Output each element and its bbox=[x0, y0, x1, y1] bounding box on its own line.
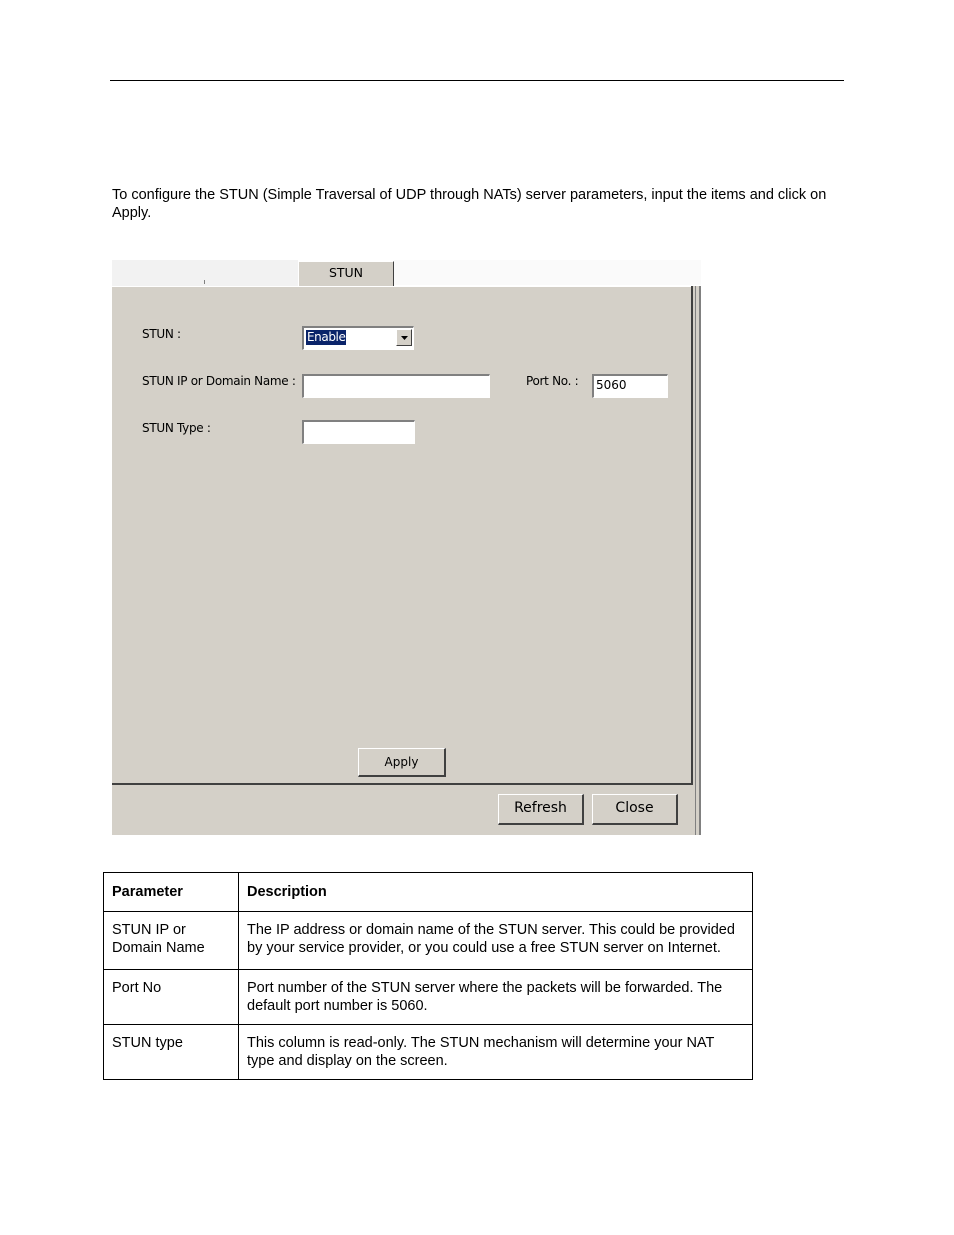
column-header: Parameter bbox=[104, 873, 239, 912]
port-label: Port No. : bbox=[526, 374, 579, 388]
tab-stun[interactable]: STUN bbox=[298, 261, 394, 287]
tab-previous[interactable] bbox=[112, 260, 298, 287]
apply-button[interactable]: Apply bbox=[358, 748, 446, 777]
table-row bbox=[104, 1025, 753, 1080]
desc-cell: This column is read-only. The STUN mechanism will determine your NAT type and display on the screen. bbox=[239, 1025, 753, 1080]
table-row bbox=[104, 970, 753, 1025]
tab-strip bbox=[112, 260, 701, 286]
desc-cell: Port number of the STUN server where the packets will be forwarded. The default port number is 5060. bbox=[239, 970, 753, 1025]
stun-type-field bbox=[302, 420, 415, 444]
intro-text: To configure the STUN (Simple Traversal of UDP through NATs) server parameters, input the items and click on Apply. bbox=[112, 187, 827, 221]
table-row bbox=[104, 912, 753, 970]
param-cell: STUN IP or Domain Name bbox=[104, 912, 239, 970]
column-header: Description bbox=[239, 873, 753, 912]
param-cell: STUN type bbox=[104, 1025, 239, 1080]
table-header-row bbox=[104, 873, 753, 912]
close-button[interactable]: Close bbox=[592, 794, 678, 825]
stun-label: STUN : bbox=[142, 327, 181, 341]
parameter-table bbox=[103, 872, 753, 1080]
stun-type-label: STUN Type : bbox=[142, 421, 211, 435]
stun-ip-label: STUN IP or Domain Name : bbox=[142, 374, 296, 388]
header-rule bbox=[110, 80, 844, 81]
stun-settings-pane bbox=[112, 286, 693, 785]
chevron-down-icon[interactable] bbox=[396, 329, 412, 346]
refresh-button[interactable]: Refresh bbox=[498, 794, 584, 825]
stun-ip-input[interactable] bbox=[302, 374, 490, 398]
stun-select[interactable] bbox=[302, 326, 414, 350]
port-input[interactable]: 5060 bbox=[592, 374, 668, 398]
stun-dialog-screenshot bbox=[112, 260, 701, 835]
param-cell: Port No bbox=[104, 970, 239, 1025]
stun-select-value: Enable bbox=[307, 330, 346, 344]
desc-cell: The IP address or domain name of the STUN server. This could be provided by your service provider, or you could use a free STUN server on Internet. bbox=[239, 912, 753, 970]
